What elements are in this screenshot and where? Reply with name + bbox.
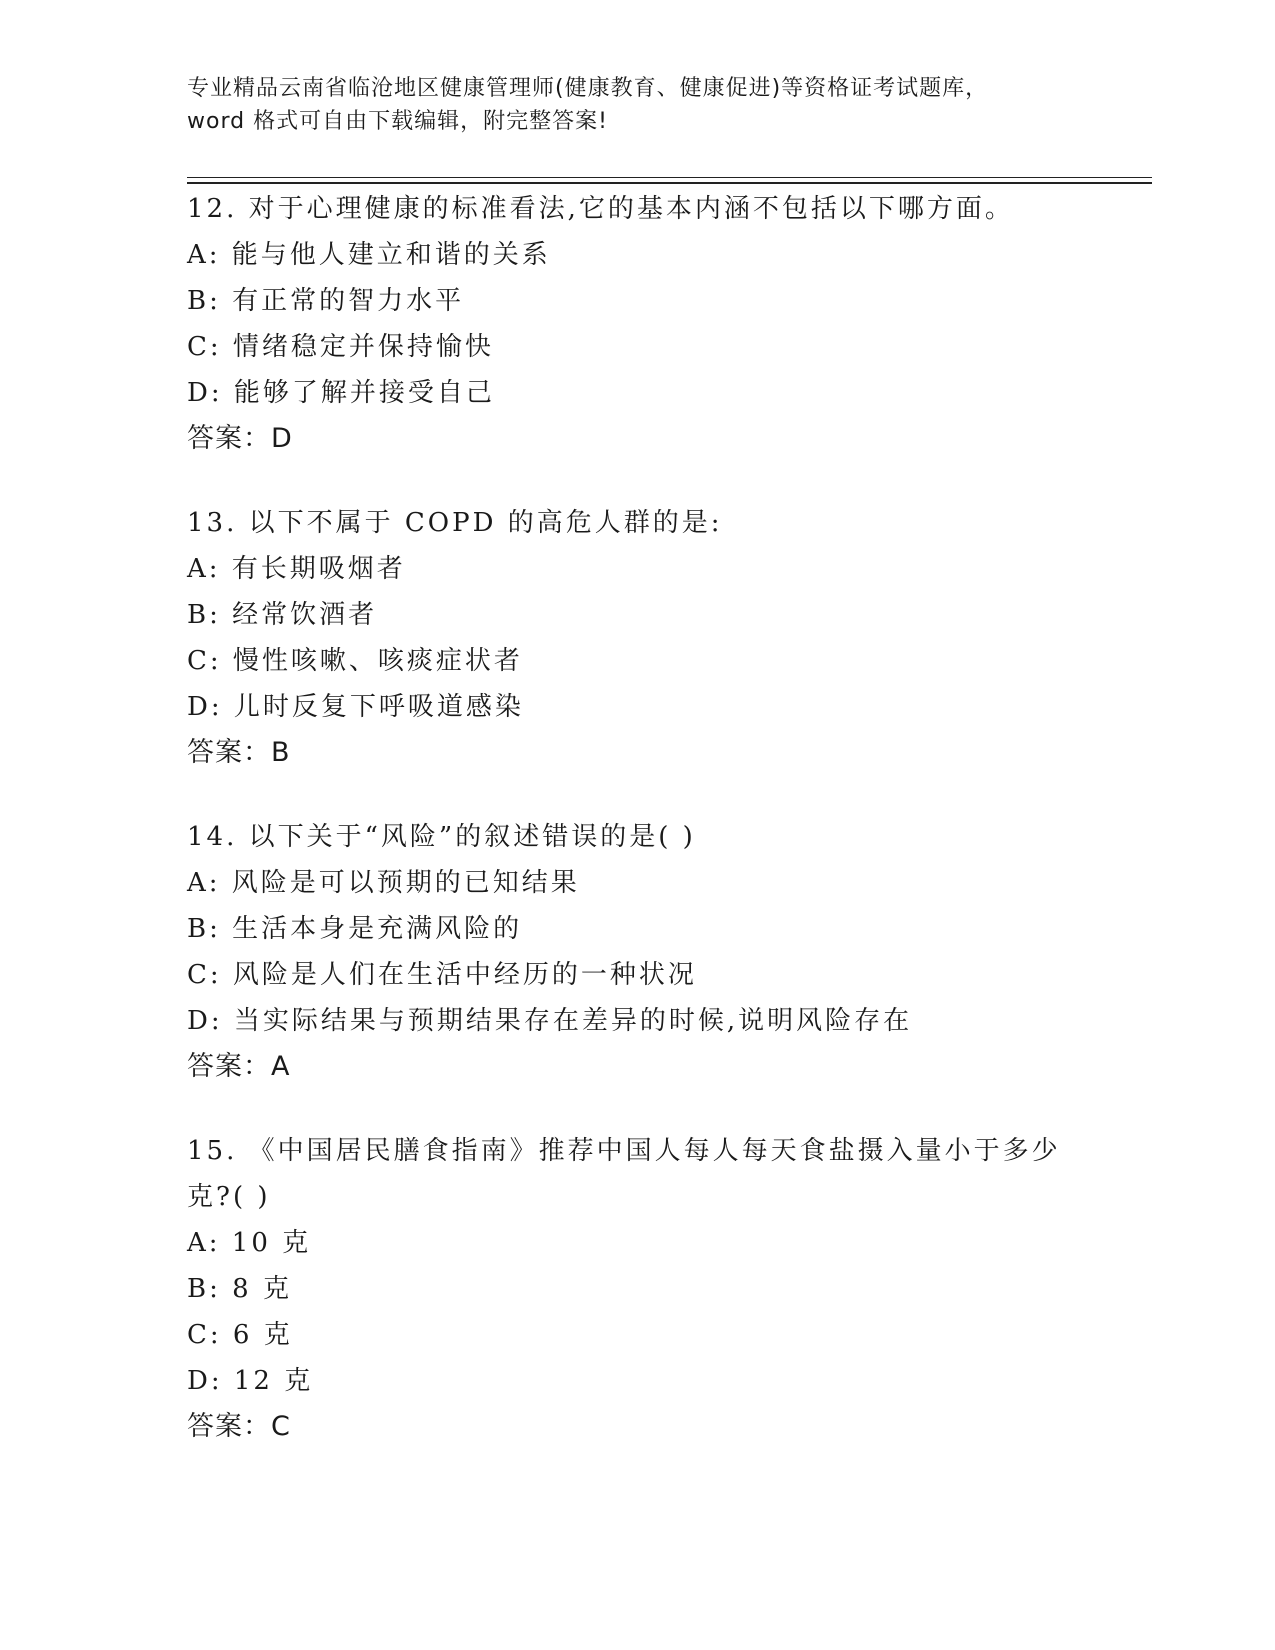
- question-stem: 14. 以下关于“风险”的叙述错误的是( ): [187, 822, 696, 852]
- document-header: [187, 72, 1067, 138]
- option-b: B: 8 克: [187, 1274, 292, 1304]
- answer: 答案：C: [187, 1411, 291, 1442]
- answer: 答案：A: [187, 1051, 291, 1082]
- question-14: [187, 814, 1087, 1090]
- question-stem: 12. 对于心理健康的标准看法,它的基本内涵不包括以下哪方面。: [187, 194, 1014, 224]
- question-stem-continued: 克?( ): [187, 1182, 271, 1212]
- option-a: A: 风险是可以预期的已知结果: [187, 868, 580, 898]
- option-d: D: 儿时反复下呼吸道感染: [187, 692, 524, 722]
- option-c: C: 6 克: [187, 1320, 293, 1350]
- option-c: C: 风险是人们在生活中经历的一种状况: [187, 960, 697, 990]
- option-a: A: 能与他人建立和谐的关系: [187, 240, 551, 270]
- option-b: B: 有正常的智力水平: [187, 286, 465, 316]
- divider-thin-line: [187, 177, 1152, 178]
- question-12: [187, 186, 1087, 462]
- question-stem: 15. 《中国居民膳食指南》推荐中国人每人每天食盐摄入量小于多少: [187, 1136, 1061, 1166]
- option-d: D: 12 克: [187, 1366, 314, 1396]
- option-d: D: 当实际结果与预期结果存在差异的时候,说明风险存在: [187, 1006, 913, 1036]
- option-a: A: 10 克: [187, 1228, 312, 1258]
- option-c: C: 情绪稳定并保持愉快: [187, 332, 494, 362]
- option-d: D: 能够了解并接受自己: [187, 378, 495, 408]
- question-15: [187, 1128, 1087, 1450]
- question-stem: 13. 以下不属于 COPD 的高危人群的是:: [187, 508, 723, 538]
- header-divider: [187, 177, 1152, 184]
- answer: 答案：B: [187, 737, 291, 768]
- header-line-2: word 格式可自由下载编辑，附完整答案!: [187, 109, 608, 134]
- divider-thick-line: [187, 182, 1152, 184]
- option-a: A: 有长期吸烟者: [187, 554, 406, 584]
- option-b: B: 生活本身是充满风险的: [187, 914, 523, 944]
- header-line-1: 专业精品云南省临沧地区健康管理师(健康教育、健康促进)等资格证考试题库，: [187, 76, 989, 101]
- option-c: C: 慢性咳嗽、咳痰症状者: [187, 646, 523, 676]
- answer: 答案：D: [187, 423, 293, 454]
- option-b: B: 经常饮酒者: [187, 600, 378, 630]
- question-13: [187, 500, 1087, 776]
